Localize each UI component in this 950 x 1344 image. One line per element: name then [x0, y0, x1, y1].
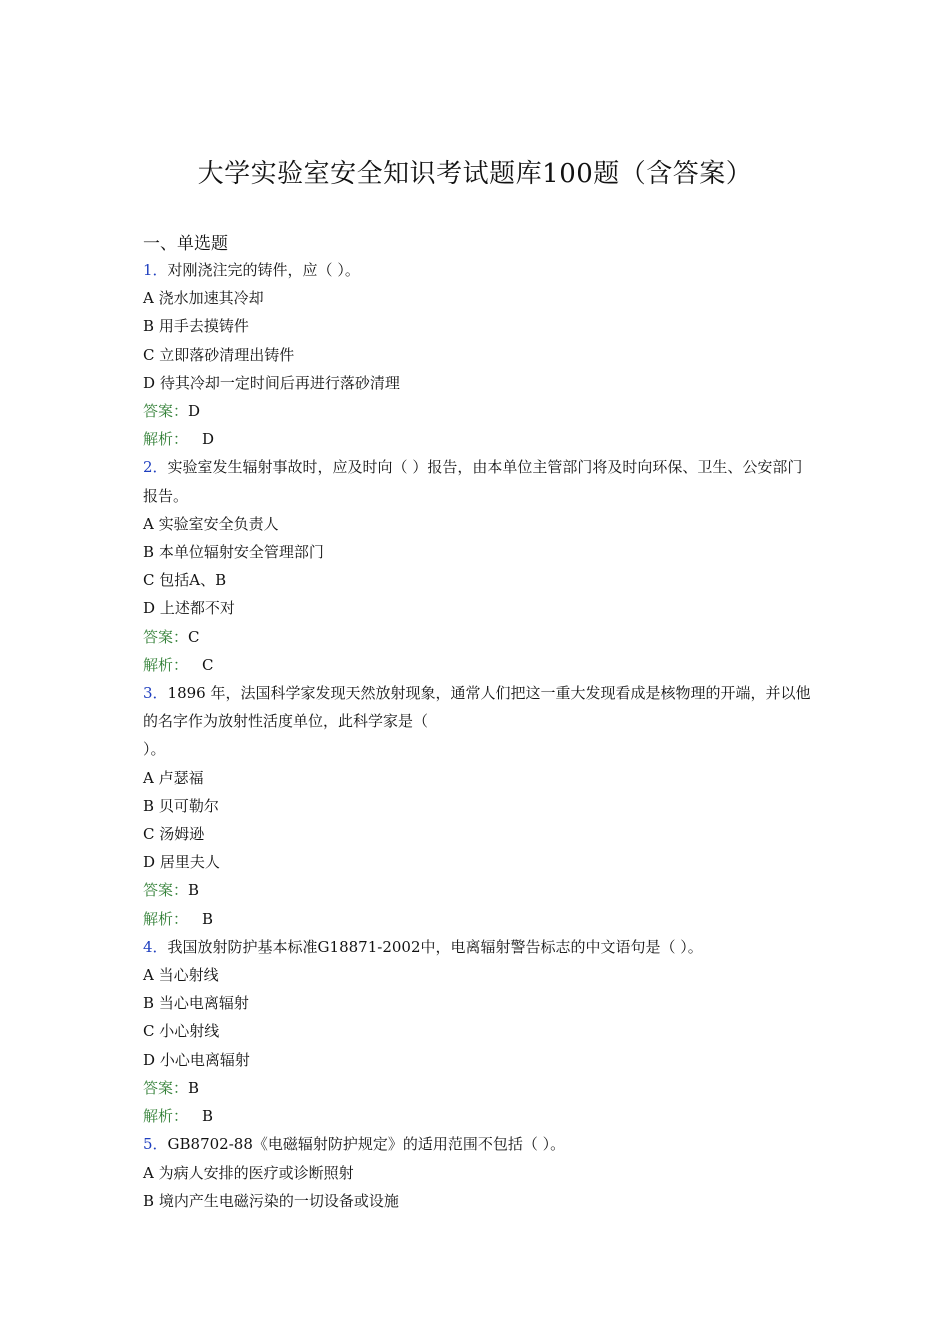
option-c: C 包括A、B — [143, 571, 227, 590]
option-b: B 贝可勒尔 — [143, 796, 219, 815]
question-number: 4． — [143, 937, 168, 956]
question-list — [143, 256, 813, 1215]
question-text-continued: ）。 — [143, 740, 166, 759]
question-item — [143, 1130, 813, 1215]
question-text: 实验室发生辐射事故时，应及时向（ ）报告，由本单位主管部门将及时向环保、卫生、公安部门报告。 — [143, 458, 803, 505]
option-a: A 卢瑟福 — [143, 768, 204, 787]
option-a: A 当心射线 — [143, 966, 219, 985]
answer-line: 答案：D — [143, 402, 201, 421]
option-a: A 为病人安排的医疗或诊断照射 — [143, 1163, 354, 1182]
analysis-line: 解析： C — [143, 655, 214, 674]
question-number: 2． — [143, 458, 168, 477]
question-item — [143, 453, 813, 679]
question-number: 1． — [143, 261, 168, 279]
option-c: C 立即落砂清理出铸件 — [143, 345, 295, 364]
option-d: D 上述都不对 — [143, 599, 235, 618]
option-a: A 实验室安全负责人 — [143, 514, 279, 533]
option-b: B 用手去摸铸件 — [143, 317, 249, 336]
answer-line: 答案：B — [143, 881, 200, 900]
question-item — [143, 679, 813, 933]
option-c: C 汤姆逊 — [143, 825, 205, 844]
section-heading: 一、单选题 — [143, 234, 228, 254]
option-d: D 小心电离辐射 — [143, 1050, 250, 1069]
option-d: D 居里夫人 — [143, 853, 220, 872]
document-title: 大学实验室安全知识考试题库100题（含答案） — [197, 159, 753, 189]
question-item — [143, 256, 813, 453]
option-d: D 待其冷却一定时间后再进行落砂清理 — [143, 373, 400, 392]
option-c: C 小心射线 — [143, 1022, 220, 1041]
question-number: 5． — [143, 1135, 168, 1154]
question-number: 3． — [143, 684, 168, 703]
analysis-line: 解析： D — [143, 430, 215, 449]
option-b: B 境内产生电磁污染的一切设备或设施 — [143, 1191, 399, 1210]
answer-line: 答案：B — [143, 1078, 200, 1097]
option-a: A 浇水加速其冷却 — [143, 289, 264, 308]
option-b: B 本单位辐射安全管理部门 — [143, 543, 324, 562]
question-text: 1896 年，法国科学家发现天然放射现象，通常人们把这一重大发现看成是核物理的开端，并以他的名字作为放射性活度单位，此科学家是（ — [143, 684, 811, 731]
question-item — [143, 933, 813, 1130]
answer-line: 答案：C — [143, 627, 200, 646]
analysis-line: 解析： B — [143, 909, 214, 928]
question-text: 我国放射防护基本标准G18871-2002中，电离辐射警告标志的中文语句是（ ）。 — [167, 937, 703, 956]
option-b: B 当心电离辐射 — [143, 994, 249, 1013]
question-text: 对刚浇注完的铸件，应（ ）。 — [167, 261, 360, 279]
question-text: GB8702-88《电磁辐射防护规定》的适用范围不包括（ ）。 — [167, 1135, 566, 1154]
analysis-line: 解析： B — [143, 1107, 214, 1126]
